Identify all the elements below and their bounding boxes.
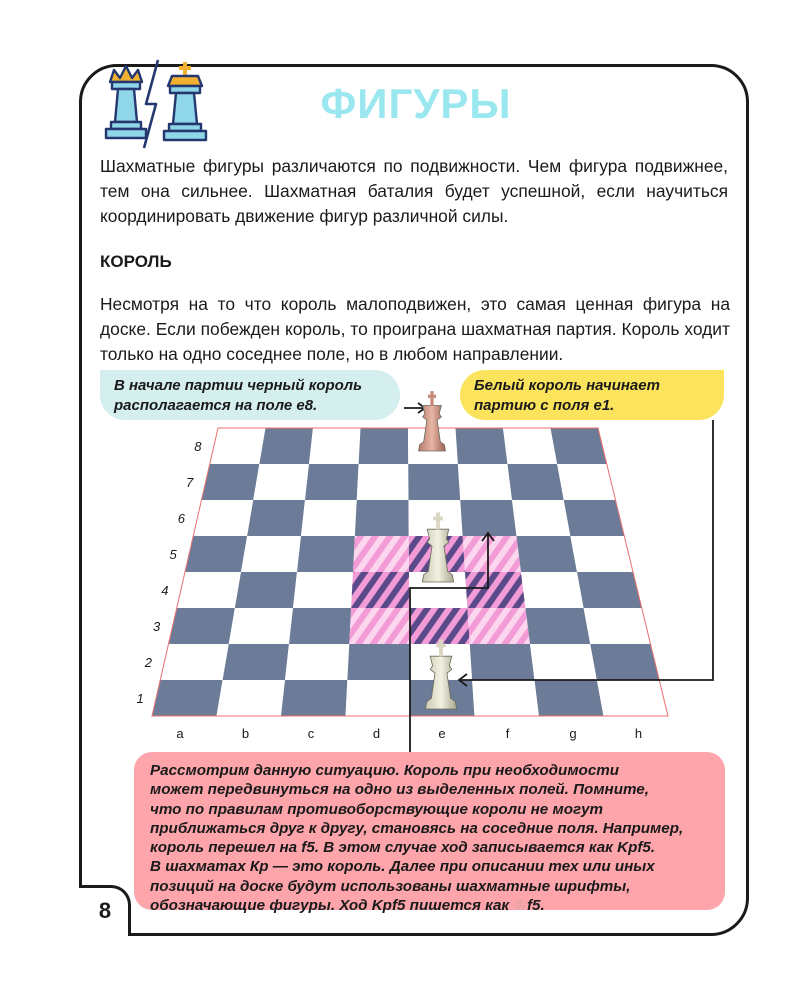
square-a2 <box>160 644 229 680</box>
explanation-line-7: позиций на доске будут использованы шахматные шрифты, <box>150 877 631 895</box>
square-f6 <box>460 500 516 536</box>
file-label-c: c <box>307 726 315 741</box>
square-d6 <box>355 500 409 536</box>
explanation-line-3: что по правилам противоборствующие короли не могут <box>150 800 604 818</box>
square-c5 <box>297 536 355 572</box>
explanation-line-6: В шахматах Кр — это король. Далее при описании тех или иных <box>150 858 655 876</box>
square-f7 <box>458 464 512 500</box>
explanation-glyph-suffix: f5. <box>526 897 545 915</box>
square-b4 <box>235 572 297 608</box>
callout-white-king: Белый король начинает партию с поля е1. <box>460 370 724 420</box>
explanation-line-2: может передвинуться на одно из выделенных полей. Помните, <box>150 781 649 799</box>
square-h4 <box>577 572 642 608</box>
square-b3 <box>229 608 293 644</box>
square-h1 <box>597 680 668 716</box>
square-b2 <box>223 644 289 680</box>
square-f5 <box>463 536 521 572</box>
square-h8 <box>551 428 607 464</box>
rank-label-1: 1 <box>136 691 144 706</box>
square-g3 <box>526 608 591 644</box>
square-f8 <box>456 428 508 464</box>
rank-label-5: 5 <box>169 547 177 562</box>
square-f2 <box>470 644 535 680</box>
square-d8 <box>359 428 409 464</box>
file-label-d: d <box>372 726 381 741</box>
king-glyph-icon: ♔ <box>513 897 527 915</box>
file-label-e: e <box>438 726 446 741</box>
square-d3 <box>349 608 409 644</box>
square-h3 <box>584 608 651 644</box>
square-c2 <box>285 644 349 680</box>
square-d5 <box>353 536 409 572</box>
square-b8 <box>259 428 313 464</box>
square-b1 <box>217 680 286 716</box>
square-a1 <box>152 680 223 716</box>
square-c6 <box>301 500 357 536</box>
square-b5 <box>241 536 301 572</box>
callout-black-king: В начале партии черный король располагается на поле е8. <box>100 370 400 420</box>
square-c1 <box>281 680 347 716</box>
page-title: ФИГУРЫ <box>320 80 512 127</box>
square-h7 <box>557 464 615 500</box>
square-f1 <box>472 680 539 716</box>
section-heading: КОРОЛЬ <box>100 252 172 271</box>
square-a4 <box>177 572 241 608</box>
square-c7 <box>305 464 359 500</box>
file-label-b: b <box>241 726 250 741</box>
square-d2 <box>347 644 409 680</box>
file-label-a: a <box>176 726 184 741</box>
explanation-line-4: приближаться друг к другу, становясь на соседние поля. Например, <box>150 819 684 837</box>
rank-label-3: 3 <box>153 619 161 634</box>
square-a5 <box>185 536 247 572</box>
explanation-line-8-text: обозначающие фигуры. Ход Kpf5 пишется как <box>150 897 514 915</box>
square-h5 <box>570 536 633 572</box>
explanation-line-8 <box>150 896 709 915</box>
square-e7 <box>408 464 460 500</box>
rank-label-8: 8 <box>194 439 202 454</box>
square-e3 <box>409 608 470 644</box>
square-c8 <box>309 428 361 464</box>
square-g1 <box>535 680 604 716</box>
square-c4 <box>293 572 353 608</box>
square-d4 <box>351 572 409 608</box>
square-f4 <box>465 572 526 608</box>
square-c3 <box>289 608 351 644</box>
square-a6 <box>193 500 253 536</box>
square-b6 <box>247 500 305 536</box>
explanation-line-5: король перешел на f5. В этом случае ход записывается как Kpf5. <box>150 839 656 857</box>
rank-label-2: 2 <box>144 655 152 670</box>
callout-explanation <box>134 752 725 915</box>
square-g8 <box>503 428 557 464</box>
section-paragraph: Несмотря на то что король малоподвижен, это самая ценная фигура на доске. Если побежден король, то проиграна шахматная партия. Король ходит только на одно соседнее поле, но в любом направлении. <box>100 294 730 364</box>
page-number: 8 <box>98 898 112 923</box>
square-g5 <box>517 536 578 572</box>
square-a3 <box>169 608 235 644</box>
intro-paragraph: Шахматные фигуры различаются по подвижности. Чем фигура подвижнее, тем она сильнее. Шахматная баталия будет успешной, если научиться координировать движение фигур различной силы. <box>100 156 728 226</box>
explanation-line-1: Рассмотрим данную ситуацию. Король при необходимости <box>150 762 620 779</box>
rank-label-6: 6 <box>177 511 185 526</box>
file-label-g: g <box>569 726 577 741</box>
square-d1 <box>346 680 411 716</box>
square-b7 <box>253 464 309 500</box>
file-label-h: h <box>634 726 643 741</box>
square-a7 <box>202 464 260 500</box>
square-g7 <box>508 464 564 500</box>
rank-label-7: 7 <box>186 475 194 490</box>
square-g4 <box>521 572 584 608</box>
square-h2 <box>590 644 659 680</box>
square-h6 <box>564 500 625 536</box>
square-d7 <box>357 464 409 500</box>
file-label-f: f <box>505 726 510 741</box>
square-g2 <box>530 644 597 680</box>
rank-label-4: 4 <box>161 583 169 598</box>
square-f3 <box>467 608 530 644</box>
square-a8 <box>210 428 266 464</box>
square-g6 <box>512 500 570 536</box>
